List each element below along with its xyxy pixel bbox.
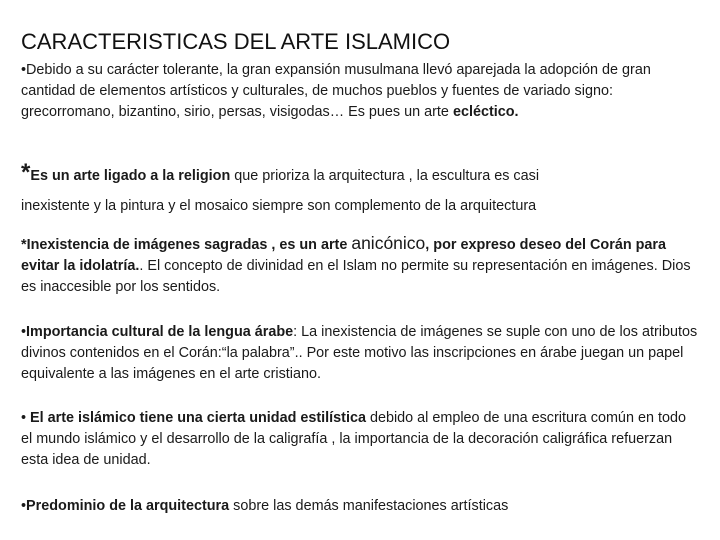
aniconic-term: anicónico	[351, 233, 426, 253]
bullet: •	[21, 498, 27, 514]
asterisk-bullet: *	[21, 159, 31, 186]
paragraph-text: •Debido a su carácter tolerante, la gran expansión musulmana llevó aparejada la adopción de gran cantidad de elementos artísticos y culturales, de muchos pueblos y fuentes de variado signo: grecorromano, bizantino, sirio, persas, visigodas… Es pues un arte	[21, 62, 651, 120]
paragraph-aniconic	[21, 233, 701, 298]
paragraph-stylistic-unity	[21, 408, 701, 471]
emphasis-text: ecléctico.	[452, 104, 519, 120]
paragraph-text-continued: inexistente y la pintura y el mosaico siempre son complemento de la arquitectura	[21, 198, 537, 214]
emphasis-text: *Inexistencia de imágenes sagradas , es un arte	[21, 237, 352, 253]
emphasis-text: Es un arte ligado a la religion	[30, 168, 231, 184]
paragraph-architecture	[21, 496, 701, 517]
paragraph-religion	[21, 159, 701, 217]
paragraph-text: sobre las demás manifestaciones artísticas	[229, 498, 509, 514]
emphasis-text-2: , por expreso deseo del Corán para evitar la idolatría.	[21, 237, 667, 274]
bullet: •	[21, 410, 31, 426]
paragraph-text: que prioriza la arquitectura , la escultura es casi	[230, 168, 540, 184]
paragraph-eclectic	[21, 60, 701, 123]
paragraph-text: : La inexistencia de imágenes se suple con uno de los atributos divinos contenidos en el Corán:“la palabra”.. Por este motivo las inscripciones en árabe juegan un papel equivalente a las imágenes en el arte cristiano.	[21, 324, 698, 382]
paragraph-text: . El concepto de divinidad en el Islam no permite su representación en imágenes. Dios es inaccesible por los sentidos.	[21, 258, 691, 295]
paragraph-arabic-language	[21, 322, 701, 385]
emphasis-text: Importancia cultural de la lengua árabe	[26, 324, 294, 340]
emphasis-text: Predominio de la arquitectura	[26, 498, 230, 514]
bullet: •	[21, 324, 27, 340]
paragraph-text: debido al empleo de una escritura común en todo el mundo islámico y el desarrollo de la caligrafía , la importancia de la decoración caligráfica refuerzan esta idea de unidad.	[21, 410, 686, 468]
emphasis-text: El arte islámico tiene una cierta unidad estilística	[30, 410, 366, 426]
slide-title: CARACTERISTICAS DEL ARTE ISLAMICO	[21, 29, 451, 54]
